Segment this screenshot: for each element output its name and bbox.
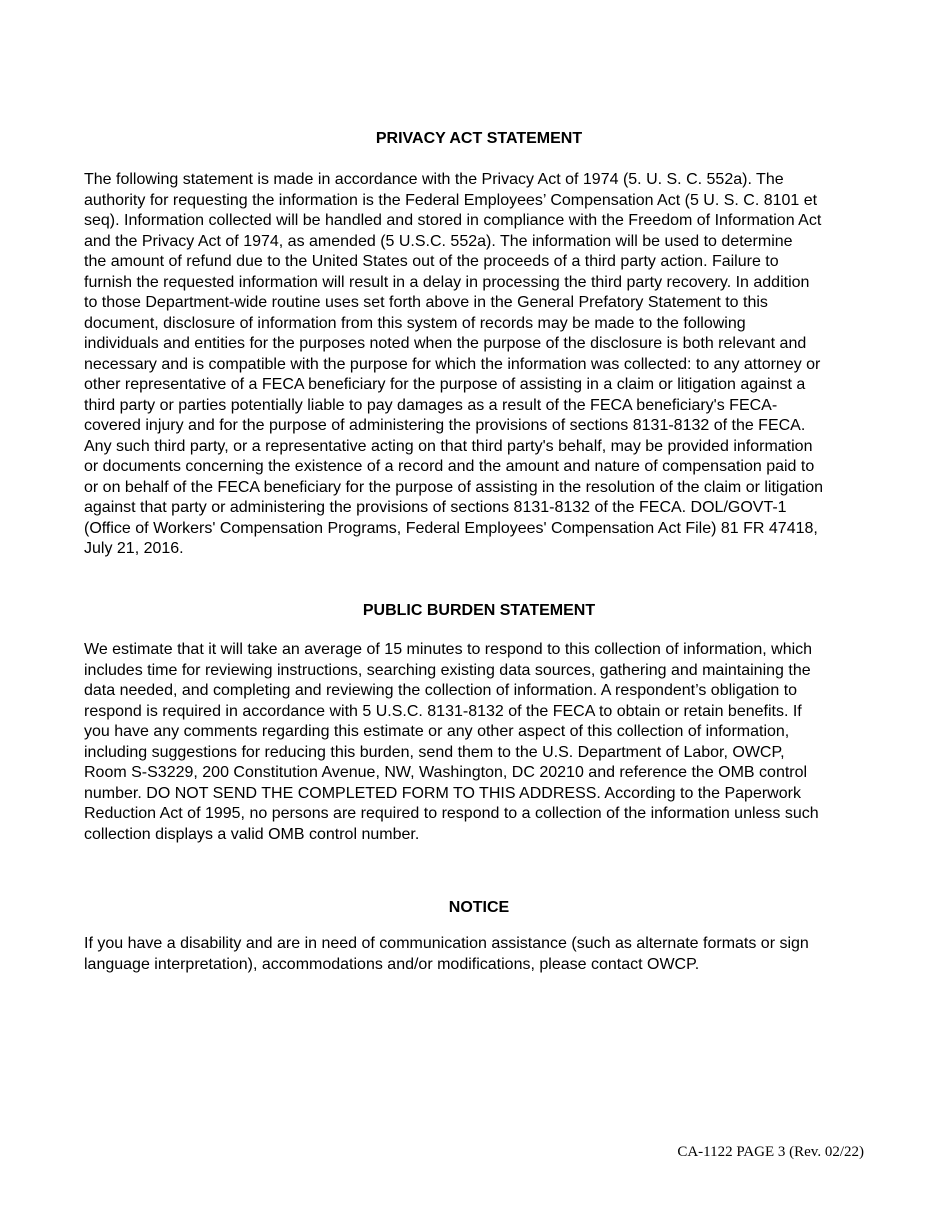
notice-body: If you have a disability and are in need of communication assistance (such as alternate formats or sign language interpretation), accommodations and/or modifications, please contact OWCP. xyxy=(84,935,809,973)
public-burden-heading: PUBLIC BURDEN STATEMENT xyxy=(362,602,596,619)
notice-heading: NOTICE xyxy=(448,899,510,916)
privacy-act-heading: PRIVACY ACT STATEMENT xyxy=(375,130,583,147)
form-page-footer: CA-1122 PAGE 3 (Rev. 02/22) xyxy=(677,1144,864,1160)
privacy-act-body: The following statement is made in accordance with the Privacy Act of 1974 (5. U. S. C. 552a). The authority for requesting the information is the Federal Employees’ Compensation Act (5 U. S. C. 8101 et seq). Information collected will be handled and stored in compliance with the Freedom of Information Act and the Privacy Act of 1974, as amended (5 U.S.C. 552a). The information will be used to determine the amount of refund due to the United States out of the proceeds of a third party action. Failure to furnish the requested information will result in a delay in processing the third party recovery. In addition to those Department-wide routine uses set forth above in the General Prefatory Statement to this document, disclosure of information from this system of records may be made to the following individuals and entities for the purposes noted when the purpose of the disclosure is both relevant and necessary and is compatible with the purpose for which the information was collected: to any attorney or other representative of a FECA beneficiary for the purpose of assisting in a claim or litigation against a third party or parties potentially liable to pay damages as a result of the FECA beneficiary's FECA- covered injury and for the purpose of administering the provisions of sections 8131-8132 of the FECA. Any such third party, or a representative acting on that third party's behalf, may be provided information or documents concerning the existence of a record and the amount and nature of compensation paid to or on behalf of the FECA beneficiary for the purpose of assisting in the resolution of the claim or litigation against that party or administering the provisions of sections 8131-8132 of the FECA. DOL/GOVT-1 (Office of Workers' Compensation Programs, Federal Employees' Compensation Act File) 81 FR 47418, July 21, 2016. xyxy=(84,171,824,557)
public-burden-body: We estimate that it will take an average of 15 minutes to respond to this collection of information, which includes time for reviewing instructions, searching existing data sources, gathering and maintaining the data needed, and completing and reviewing the collection of information. A respondent’s obligation to respond is required in accordance with 5 U.S.C. 8131-8132 of the FECA to obtain or retain benefits. If you have any comments regarding this estimate or any other aspect of this collection of information, including suggestions for reducing this burden, send them to the U.S. Department of Labor, OWCP, Room S-S3229, 200 Constitution Avenue, NW, Washington, DC 20210 and reference the OMB control number. DO NOT SEND THE COMPLETED FORM TO THIS ADDRESS. According to the Paperwork Reduction Act of 1995, no persons are required to respond to a collection of the information unless such collection displays a valid OMB control number. xyxy=(84,641,819,843)
